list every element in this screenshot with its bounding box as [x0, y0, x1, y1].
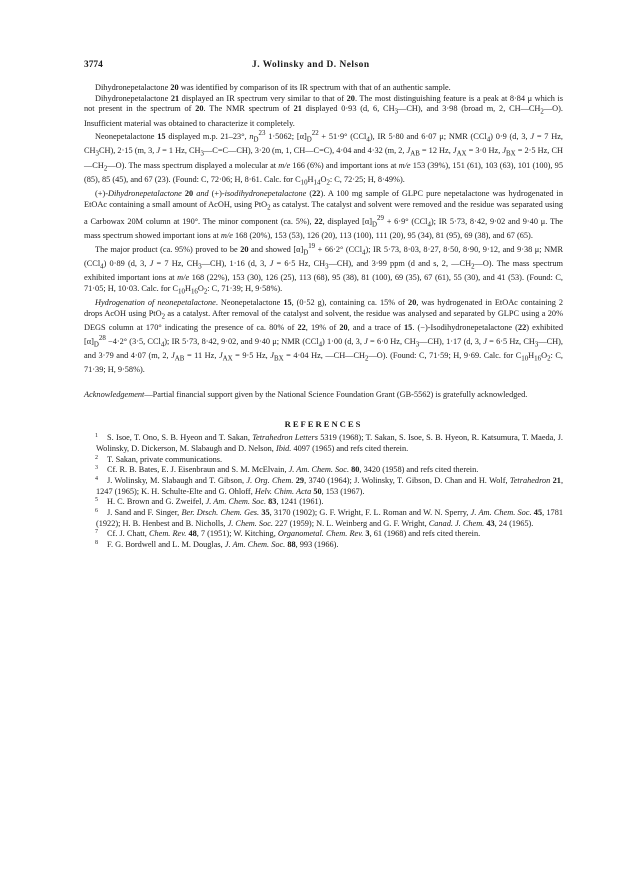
reference-text: J. Sand and F. Singer, Ber. Dtsch. Chem. Ges. 35, 3170 (1902); G. F. Wright, F. L. Roman and W. N. Sperry, J. Am. Chem. Soc. 45, 1781 (1922); H. B. Henbest and B. Nicholls, J. Chem. Soc. 227 (1959); N. L. Weinberg and G. F. Wright, Canad. J. Chem. 43, 24 (1965). [96, 507, 563, 528]
reference-number: 5 [95, 497, 98, 504]
reference-text: F. G. Bordwell and L. M. Douglas, J. Am. Chem. Soc. 88, 993 (1966). [107, 539, 339, 549]
reference-number: 7 [95, 529, 98, 536]
reference-number: 3 [95, 465, 98, 472]
reference-item [84, 433, 563, 454]
running-title: J. Wolinsky and D. Nelson [252, 60, 370, 70]
references-list [84, 433, 563, 550]
paragraph-hydrogenation-neonepetalactone: Hydrogenation of neonepetalactone. Neonepetalactone 15, (0·52 g), containing ca. 15% of 20, was hydrogenated in EtOAc containing 2 drops AcOH using PtO$_2$ as a catalyst. After removal of the catalyst and solvent, the residue was analysed and separated by GLPC using a 20% DEGS column at 170° indicating the presence of ca. 80% of 22, 19% of 20, and a trace of 15. (−)-Isodihydronepetalactone (22) exhibited $[\alpha]_D^{28} -4\cdot 2^\circ$ (3·5, CCl$_4$); IR 5·73, 8·42, 9·02, and 9·40 μ; NMR (CCl$_4$) 1·00 (d, 3, J = 6·0 Hz, $CH_3—CH$), 1·17 (d, 3, J = 6·5 Hz, $CH_3—CH$), and 3·79 and 4·07 (m, 2, $J_{AB} = 11$ Hz, $J_{AX} = 9\cdot 5$ Hz, $J_{BX} = 4\cdot 04$ Hz, $—CH—CH_2—O$). (Found: C, 71·59; H, 9·69. Calc. for $C_{10}H_{16}O_2$: C, 71·39; H, 9·58%). [84, 298, 564, 375]
paragraph-dihydronepetalactone-21: Dihydronepetalactone 21 displayed an IR spectrum very similar to that of 20. The most distinguishing feature is a peak at 8·84 μ which is not present in the spectrum of 20. The NMR spectrum of 21 displayed 0·93 (d, 6, $CH_3—CH$), and 3·98 (broad m, 2, $CH—CH_2—O$). Insufficient material was obtained to characterize it completely. [84, 93, 564, 128]
reference-text: J. Wolinsky, M. Slabaugh and T. Gibson, J. Org. Chem. 29, 3740 (1964); J. Wolinsky, T. Gibson, D. Chan and H. Wolf, Tetrahedron 21, 1247 (1965); K. H. Schulte-Elte and G. Ohloff, Helv. Chim. Acta 50, 153 (1967). [96, 475, 564, 496]
reference-item [84, 508, 563, 529]
reference-text: T. Sakan, private communications. [107, 454, 223, 464]
paragraph-neonepetalactone-15: Neonepetalactone 15 displayed m.p. 21–23°, $n_D^{23}$ 1·5062; $[\alpha]_D^{22} + 51\cdot 9^\circ$ (CCl$_4$), IR 5·80 and 6·07 μ; NMR (CCl$_4$) 0·9 (d, 3, J = 7 Hz, $CH_3CH$), 2·15 (m, 3, J = 1 Hz, $CH_3—C=C—CH$), 3·20 (m, 1, CH—C=C), 4·04 and 4·32 (m, 2, $J_{AB} = 12$ Hz, $J_{AX} = 3\cdot 0$ Hz, $J_{BX} = 2\cdot 5$ Hz, $CH—CH_2—O$). The mass spectrum displayed a molecular at m/e 166 (6%) and important ions at m/e 153 (39%), 151 (61), 103 (63), 101 (100), 95 (85), 85 (45), and 67 (23). (Found: C, 72·06; H, 8·61. Calc. for $C_{10}H_{14}O_2$: C, 72·25; H, 8·49%). [84, 130, 563, 187]
paragraph-identification: Dihydronepetalactone 20 was identified by comparison of its IR spectrum with that of an authentic sample. [95, 83, 451, 92]
reference-number: 8 [95, 539, 98, 546]
reference-text: H. C. Brown and G. Zweifel, J. Am. Chem. Soc. 83, 1241 (1961). [107, 497, 324, 507]
reference-number: 6 [95, 507, 98, 514]
reference-item [84, 540, 563, 551]
reference-item [84, 497, 563, 508]
reference-item [84, 476, 563, 497]
reference-number: 4 [95, 475, 98, 482]
acknowledgement: Acknowledgement—Partial financial support given by the National Science Foundation Grant (GB-5562) is gratefully acknowledged. [84, 390, 528, 400]
reference-item [84, 465, 563, 476]
reference-item [84, 455, 563, 466]
reference-text: Cf. R. B. Bates, E. J. Eisenbraun and S. M. McElvain, J. Am. Chem. Soc. 80, 3420 (1958) and refs cited therein. [107, 465, 479, 475]
reference-number: 1 [95, 433, 98, 440]
references-heading: REFERENCES [284, 418, 363, 429]
article-body [84, 83, 563, 551]
running-header [84, 60, 564, 76]
reference-text: Cf. J. Chatt, Chem. Rev. 48, 7 (1951); W. Kitching, Organometal. Chem. Rev. 3, 61 (1968) and refs cited therein. [107, 529, 481, 539]
reference-item [84, 529, 563, 540]
reference-number: 2 [95, 454, 98, 461]
reference-text: S. Isoe, T. Ono, S. B. Hyeon and T. Sakan, Tetrahedron Letters 5319 (1968); T. Sakan, S. Isoe, S. B. Hyeon, R. Katsumura, T. Maeda, J. Wolinsky, D. Dickerson, M. Slabaugh and D. Nelson, Ibid. 4097 (1965) and refs cited therein. [96, 433, 563, 453]
paragraph-hydrogenation-nepetalactone: (+)-Dihydronepetalactone 20 and (+)-isodihydronepetalactone (22). A 100 mg sample of GLPC pure nepetalactone was hydrogenated in EtOAc containing a small amount of AcOH, using PtO$_2$ as catalyst. The catalyst and solvent were removed and the residue was separated using a Carbowax 20M column at 190°. The minor component (ca. 5%), 22, displayed $[\alpha]_D^{29} + 6\cdot 9^\circ$ (CCl$_4$); IR 5·73, 8·42, 9·02 and 9·40 μ. The mass spectrum showed important ions at m/e 168 (20%), 153 (53), 126 (20), 113 (100), 111 (20), 95 (34), 81 (95), 69 (38), and 67 (65). [84, 189, 563, 241]
paragraph-major-product: The major product (ca. 95%) proved to be 20 and showed $[\alpha]_D^{19} + 66\cdot 2^\circ$ (CCl$_4$); IR 5·73, 8·03, 8·27, 8·50, 8·90, 9·12, and 9·38 μ; NMR (CCl$_4$) 0·89 (d, 3, J = 7 Hz, $CH_3—CH$), 1·16 (d, 3, J = 6·5 Hz, $CH_3—CH$), and 3·99 ppm (d and s, 2, $—CH_2—O$). The mass spectrum exhibited important ions at m/e 168 (22%), 153 (30), 126 (25), 113 (68), 95 (38), 81 (100), 69 (35), 67 (61), 55 (30), and 41 (53). (Found: C, 71·05; H, 10·03. Calc. for $C_{10}H_{16}O_2$: C, 71·39; H, 9·58%). [84, 243, 564, 296]
page-number: 3774 [84, 60, 103, 70]
